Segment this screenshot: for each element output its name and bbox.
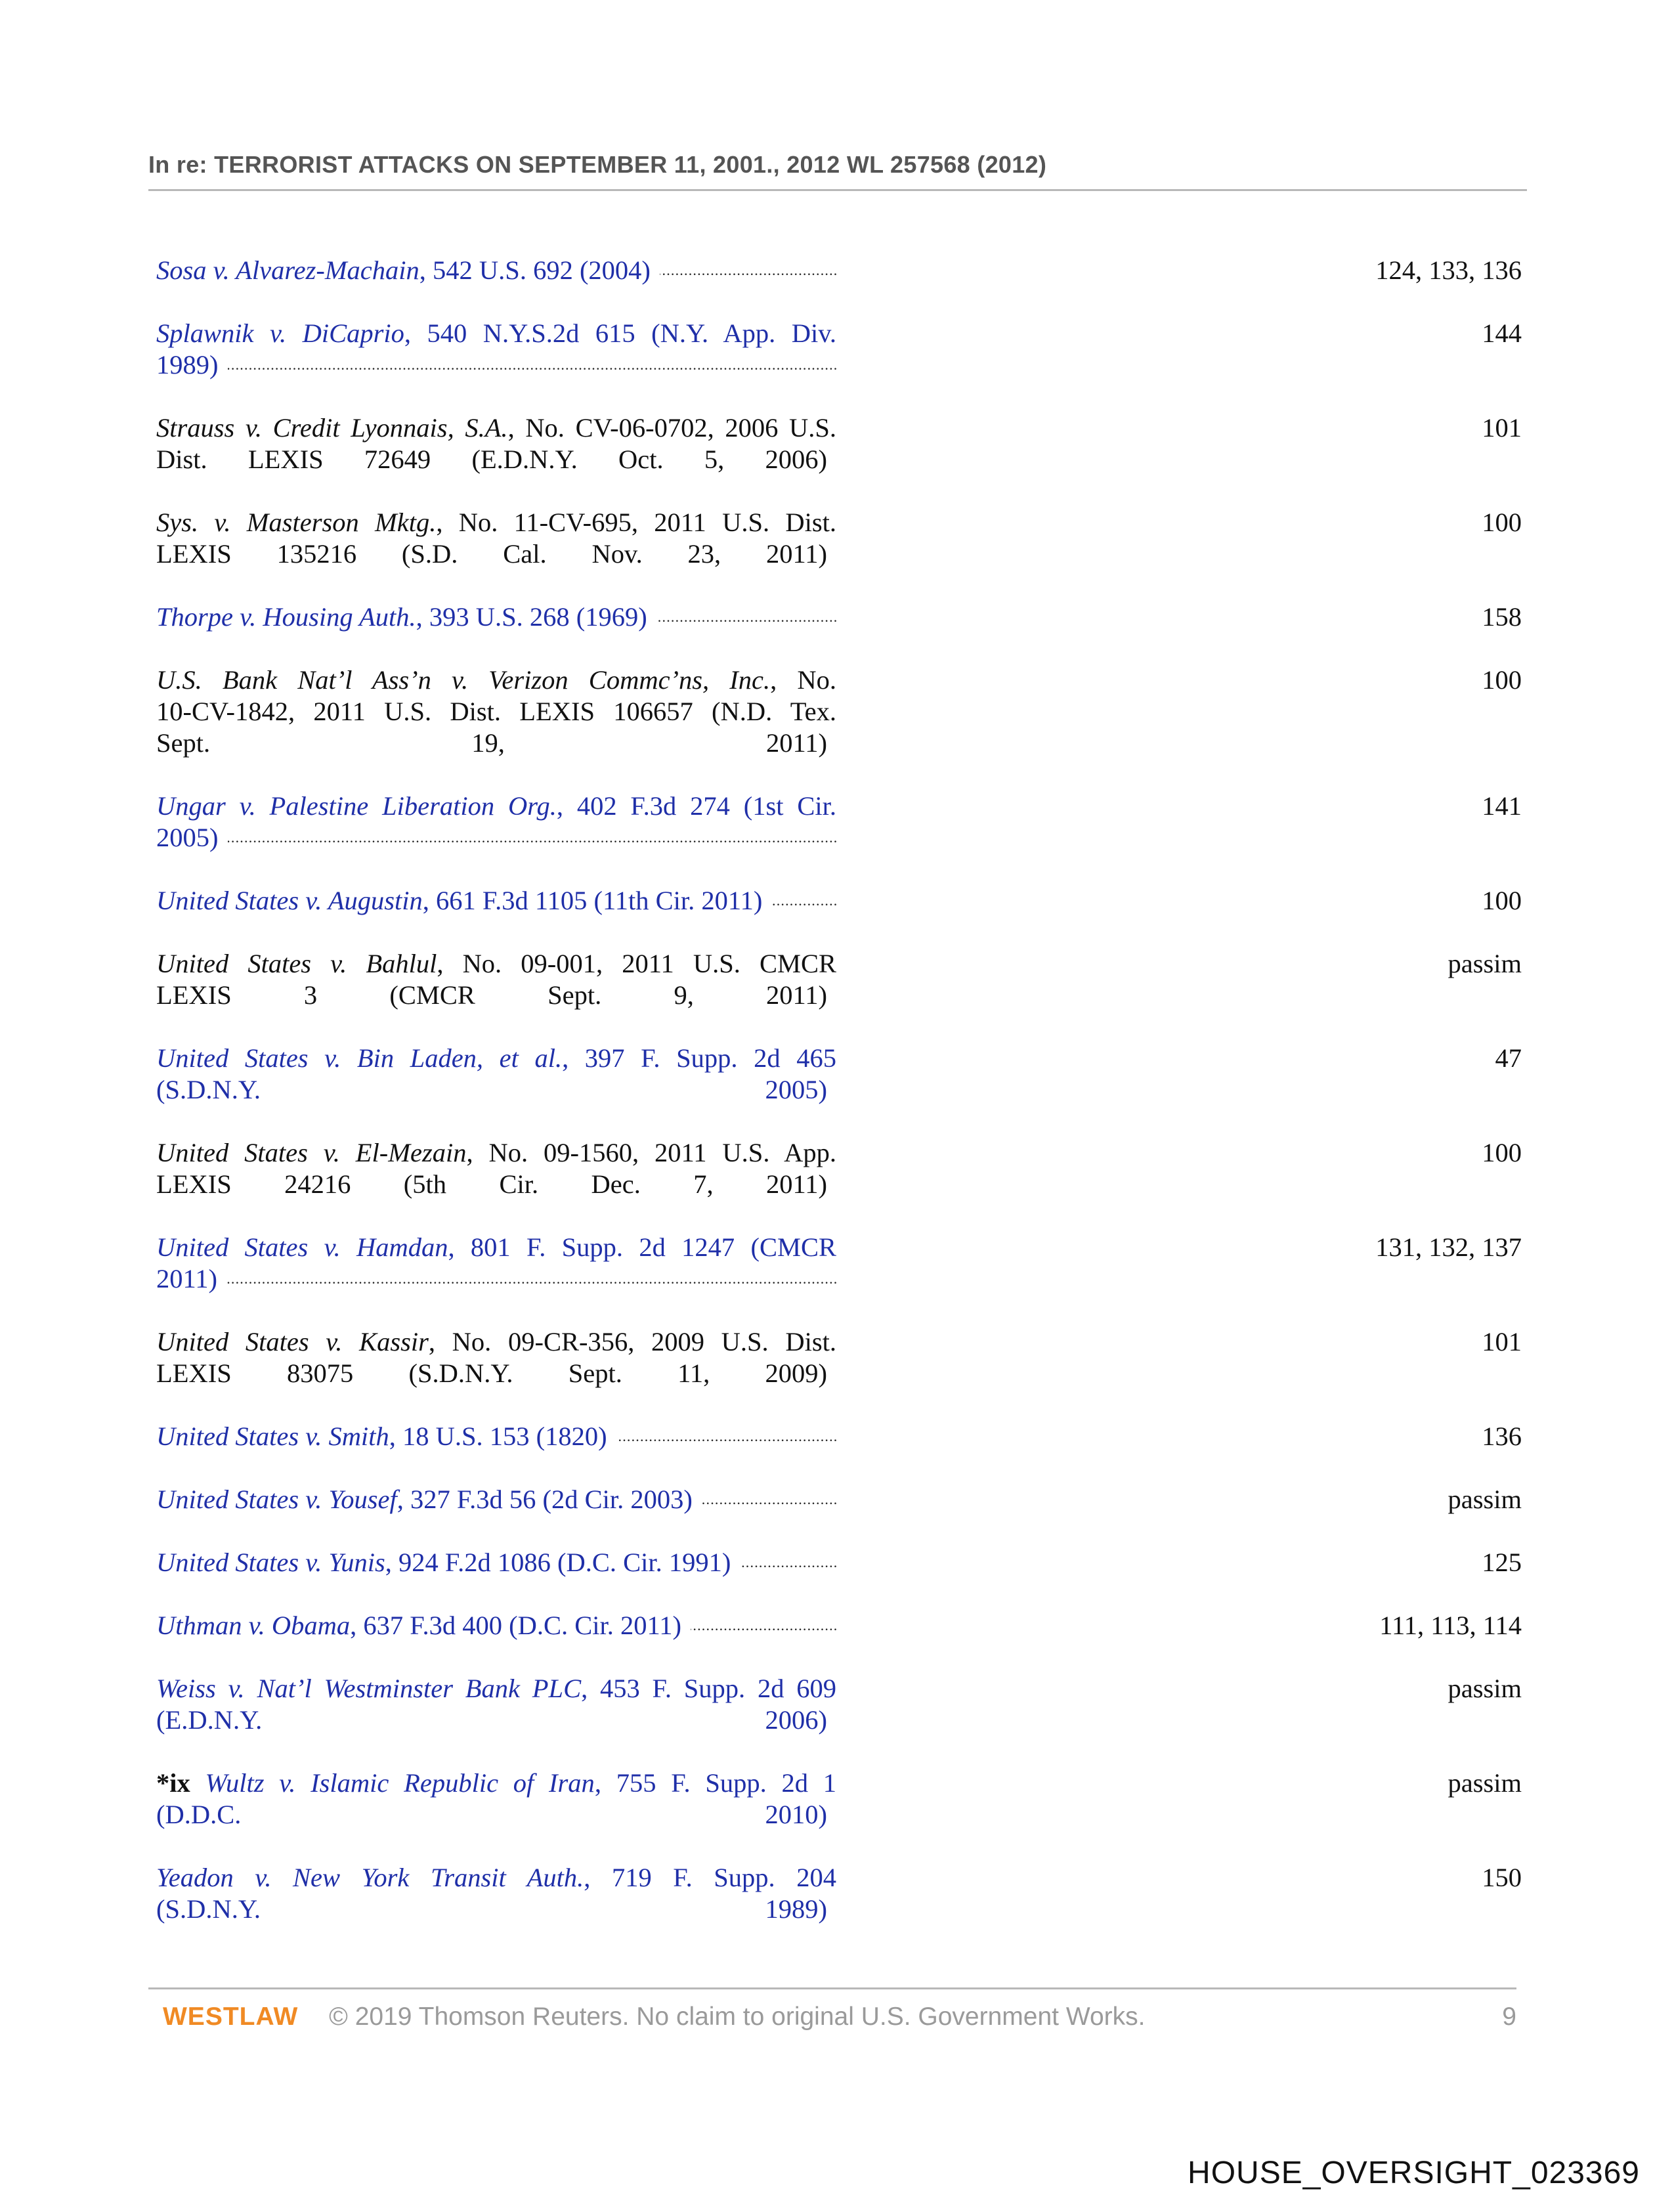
citation-entry: [156, 1484, 1522, 1515]
citation-text: [156, 1137, 836, 1200]
page-references: 131, 132, 137: [1375, 1232, 1522, 1262]
case-name[interactable]: United States v. Augustin: [156, 886, 423, 915]
page-references: 124, 133, 136: [1375, 255, 1522, 285]
citation-entry: [156, 1767, 1522, 1831]
citation-text: [156, 948, 836, 1011]
citation-detail: , No. CV-06-0702, 2006 U.S.: [507, 413, 836, 443]
citation-detail[interactable]: , 540 N.Y.S.2d 615 (N.Y. App. Div.: [404, 318, 836, 348]
citation-line: [156, 1862, 836, 1894]
citation-detail: LEXIS 135216 (S.D. Cal. Nov. 23, 2011): [156, 539, 827, 569]
citation-text: [156, 1610, 836, 1641]
footer-divider: [148, 1987, 1516, 1989]
citation-detail[interactable]: , 327 F.3d 56 (2d Cir. 2003): [397, 1485, 693, 1514]
page-references: 100: [1482, 1138, 1522, 1167]
citation-line: [156, 1673, 836, 1704]
page-references: 136: [1482, 1421, 1522, 1451]
header-title: TERRORIST ATTACKS ON SEPTEMBER 11, 2001., 2012 WL 257568 (2012): [214, 151, 1047, 178]
case-name[interactable]: United States v. Yunis: [156, 1548, 385, 1577]
page-references: passim: [1448, 1768, 1522, 1798]
page-references: passim: [1448, 1485, 1522, 1514]
case-name[interactable]: Sosa v. Alvarez-Machain: [156, 255, 419, 285]
citation-text: [156, 1767, 836, 1831]
citation-text: [156, 1421, 836, 1452]
citation-detail[interactable]: , 393 U.S. 268 (1969): [416, 602, 647, 632]
citation-detail[interactable]: , 719 F. Supp. 204: [584, 1863, 837, 1892]
citation-line: [156, 318, 836, 349]
case-name: United States v. Bahlul: [156, 949, 437, 978]
citation-text: [156, 885, 836, 917]
citation-leader-line: [156, 1704, 836, 1736]
citation-line: [156, 507, 836, 538]
citation-entry: [156, 1232, 1522, 1295]
citation-leader-line: [156, 601, 836, 633]
citation-leader-line: [156, 1358, 836, 1389]
citation-leader-line: [156, 980, 836, 1011]
page-references: 111, 113, 114: [1379, 1611, 1522, 1640]
citation-entry: [156, 255, 1522, 286]
citation-text: [156, 255, 836, 286]
citation-line: [156, 412, 836, 444]
citation-leader-line: [156, 1074, 836, 1106]
citation-text: [156, 318, 836, 381]
citation-leader-line: [156, 1484, 836, 1515]
citation-entry: [156, 1610, 1522, 1641]
citation-entry: [156, 1547, 1522, 1578]
citation-detail: Dist. LEXIS 72649 (E.D.N.Y. Oct. 5, 2006): [156, 445, 827, 474]
citation-detail[interactable]: (E.D.N.Y. 2006): [156, 1705, 827, 1735]
citation-detail: , No. 09-1560, 2011 U.S. App.: [466, 1138, 836, 1167]
citation-detail[interactable]: (S.D.N.Y. 2005): [156, 1075, 827, 1104]
citation-text: [156, 1673, 836, 1736]
citation-leader-line: [156, 444, 836, 475]
citation-detail[interactable]: 2011): [156, 1264, 217, 1293]
citation-leader-line: [156, 1799, 836, 1831]
page-references: 150: [1482, 1863, 1522, 1892]
case-name: Sys. v. Masterson Mktg.: [156, 508, 437, 537]
citation-detail: 10-CV-1842, 2011 U.S. Dist. LEXIS 106657 (N.D. Tex.: [156, 697, 836, 726]
citation-entry: [156, 1326, 1522, 1389]
citation-detail: Sept. 19, 2011): [156, 728, 827, 758]
citation-detail[interactable]: , 453 F. Supp. 2d 609: [581, 1674, 836, 1703]
citation-line: [156, 791, 836, 822]
case-name[interactable]: Ungar v. Palestine Liberation Org.: [156, 791, 557, 821]
page-references: passim: [1448, 1674, 1522, 1703]
citation-leader-line: [156, 255, 836, 286]
header-divider: [148, 189, 1527, 191]
citation-entry: [156, 1421, 1522, 1452]
citation-detail[interactable]: , 542 U.S. 692 (2004): [419, 255, 651, 285]
citation-line: [156, 1137, 836, 1169]
citation-detail[interactable]: 2005): [156, 823, 219, 852]
citation-entry: [156, 1137, 1522, 1200]
page-references: 141: [1482, 791, 1522, 821]
citation-entry: [156, 948, 1522, 1011]
citation-entry: [156, 1862, 1522, 1925]
citation-leader-line: [156, 1263, 836, 1295]
case-name[interactable]: Yeadon v. New York Transit Auth.: [156, 1863, 584, 1892]
citation-text: [156, 412, 836, 475]
citation-text: [156, 1484, 836, 1515]
citation-entry: [156, 791, 1522, 854]
citation-text: [156, 1043, 836, 1106]
citation-leader-line: [156, 1547, 836, 1578]
citation-detail: , No.: [770, 665, 836, 695]
citation-detail: LEXIS 83075 (S.D.N.Y. Sept. 11, 2009): [156, 1358, 827, 1388]
citation-text: [156, 1326, 836, 1389]
citation-text: [156, 601, 836, 633]
case-name: U.S. Bank Nat’l Ass’n v. Verizon Commc’ns, Inc.: [156, 665, 771, 695]
citation-detail: , No. 09-001, 2011 U.S. CMCR: [437, 949, 836, 978]
citation-entry: [156, 507, 1522, 570]
citation-leader-line: [156, 538, 836, 570]
citation-detail[interactable]: , 661 F.3d 1105 (11th Cir. 2011): [422, 886, 763, 915]
citation-detail[interactable]: , 801 F. Supp. 2d 1247 (CMCR: [448, 1232, 836, 1262]
citation-text: [156, 507, 836, 570]
page-references: 101: [1482, 413, 1522, 443]
citation-detail: LEXIS 24216 (5th Cir. Dec. 7, 2011): [156, 1169, 827, 1199]
citation-detail[interactable]: (S.D.N.Y. 1989): [156, 1894, 827, 1924]
westlaw-logo: WESTLAW: [163, 2003, 299, 2031]
table-of-authorities: [156, 255, 1522, 1957]
citation-detail: , No. 11-CV-695, 2011 U.S. Dist.: [436, 508, 837, 537]
page-references: 100: [1482, 886, 1522, 915]
citation-text: [156, 1862, 836, 1925]
citation-detail[interactable]: 1989): [156, 350, 219, 380]
citation-detail: LEXIS 3 (CMCR Sept. 9, 2011): [156, 980, 827, 1010]
case-name[interactable]: Weiss v. Nat’l Westminster Bank PLC: [156, 1674, 582, 1703]
citation-detail[interactable]: , 637 F.3d 400 (D.C. Cir. 2011): [350, 1611, 681, 1640]
page-references: 101: [1482, 1327, 1522, 1356]
case-name: United States v. El-Mezain: [156, 1138, 467, 1167]
case-name: Strauss v. Credit Lyonnais, S.A.: [156, 413, 508, 443]
page-references: 125: [1482, 1548, 1522, 1577]
citation-leader-line: [156, 1421, 836, 1452]
page-references: 100: [1482, 665, 1522, 695]
citation-entry: [156, 412, 1522, 475]
citation-entry: [156, 601, 1522, 633]
citation-text: [156, 1547, 836, 1578]
citation-detail[interactable]: , 755 F. Supp. 2d 1: [594, 1768, 836, 1798]
running-header: [148, 151, 1527, 179]
case-name: United States v. Kassir: [156, 1327, 429, 1356]
page-references: 100: [1482, 508, 1522, 537]
page-references: passim: [1448, 949, 1522, 978]
star-page-marker: *ix: [156, 1768, 190, 1798]
citation-leader-line: [156, 1169, 836, 1200]
case-name[interactable]: Uthman v. Obama: [156, 1611, 351, 1640]
citation-entry: [156, 318, 1522, 381]
citation-detail[interactable]: (D.D.C. 2010): [156, 1800, 827, 1829]
case-name[interactable]: Wultz v. Islamic Republic of Iran: [205, 1768, 595, 1798]
citation-line: [156, 1767, 836, 1799]
citation-leader-line: [156, 1894, 836, 1925]
citation-detail: , No. 09-CR-356, 2009 U.S. Dist.: [428, 1327, 836, 1356]
citation-leader-line: [156, 349, 836, 381]
page-footer: [163, 2003, 1516, 2031]
citation-entry: [156, 664, 1522, 759]
citation-entry: [156, 885, 1522, 917]
citation-text: [156, 664, 836, 759]
case-name[interactable]: United States v. Hamdan: [156, 1232, 448, 1262]
citation-detail[interactable]: , 924 F.2d 1086 (D.C. Cir. 1991): [385, 1548, 731, 1577]
citation-detail[interactable]: , 402 F.3d 274 (1st Cir.: [556, 791, 836, 821]
citation-line: [156, 1232, 836, 1263]
citation-text: [156, 791, 836, 854]
citation-line: [156, 1326, 836, 1358]
case-name[interactable]: Thorpe v. Housing Auth.: [156, 602, 416, 632]
citation-leader-line: [156, 885, 836, 917]
citation-entry: [156, 1673, 1522, 1736]
page-references: 47: [1495, 1043, 1522, 1073]
citation-leader-line: [156, 727, 836, 759]
citation-detail[interactable]: , 18 U.S. 153 (1820): [389, 1421, 607, 1451]
citation-entry: [156, 1043, 1522, 1106]
citation-line: [156, 948, 836, 980]
page-references: 144: [1482, 318, 1522, 348]
citation-line: [156, 1043, 836, 1074]
citation-line: [156, 696, 836, 727]
citation-detail[interactable]: , 397 F. Supp. 2d 465: [562, 1043, 836, 1073]
page-references: 158: [1482, 602, 1522, 632]
case-name[interactable]: United States v. Smith: [156, 1421, 389, 1451]
case-name[interactable]: United States v. Yousef: [156, 1485, 397, 1514]
citation-leader-line: [156, 822, 836, 854]
case-name[interactable]: United States v. Bin Laden, et al.: [156, 1043, 563, 1073]
bates-number: HOUSE_OVERSIGHT_023369: [1188, 2156, 1640, 2190]
citation-text: [156, 1232, 836, 1295]
case-name[interactable]: Splawnik v. DiCaprio: [156, 318, 404, 348]
copyright-notice: © 2019 Thomson Reuters. No claim to original U.S. Government Works.: [329, 2003, 1146, 2031]
citation-leader-line: [156, 1610, 836, 1641]
page-number: 9: [1502, 2003, 1516, 2031]
header-prefix: In re:: [148, 151, 207, 178]
citation-line: [156, 664, 836, 696]
